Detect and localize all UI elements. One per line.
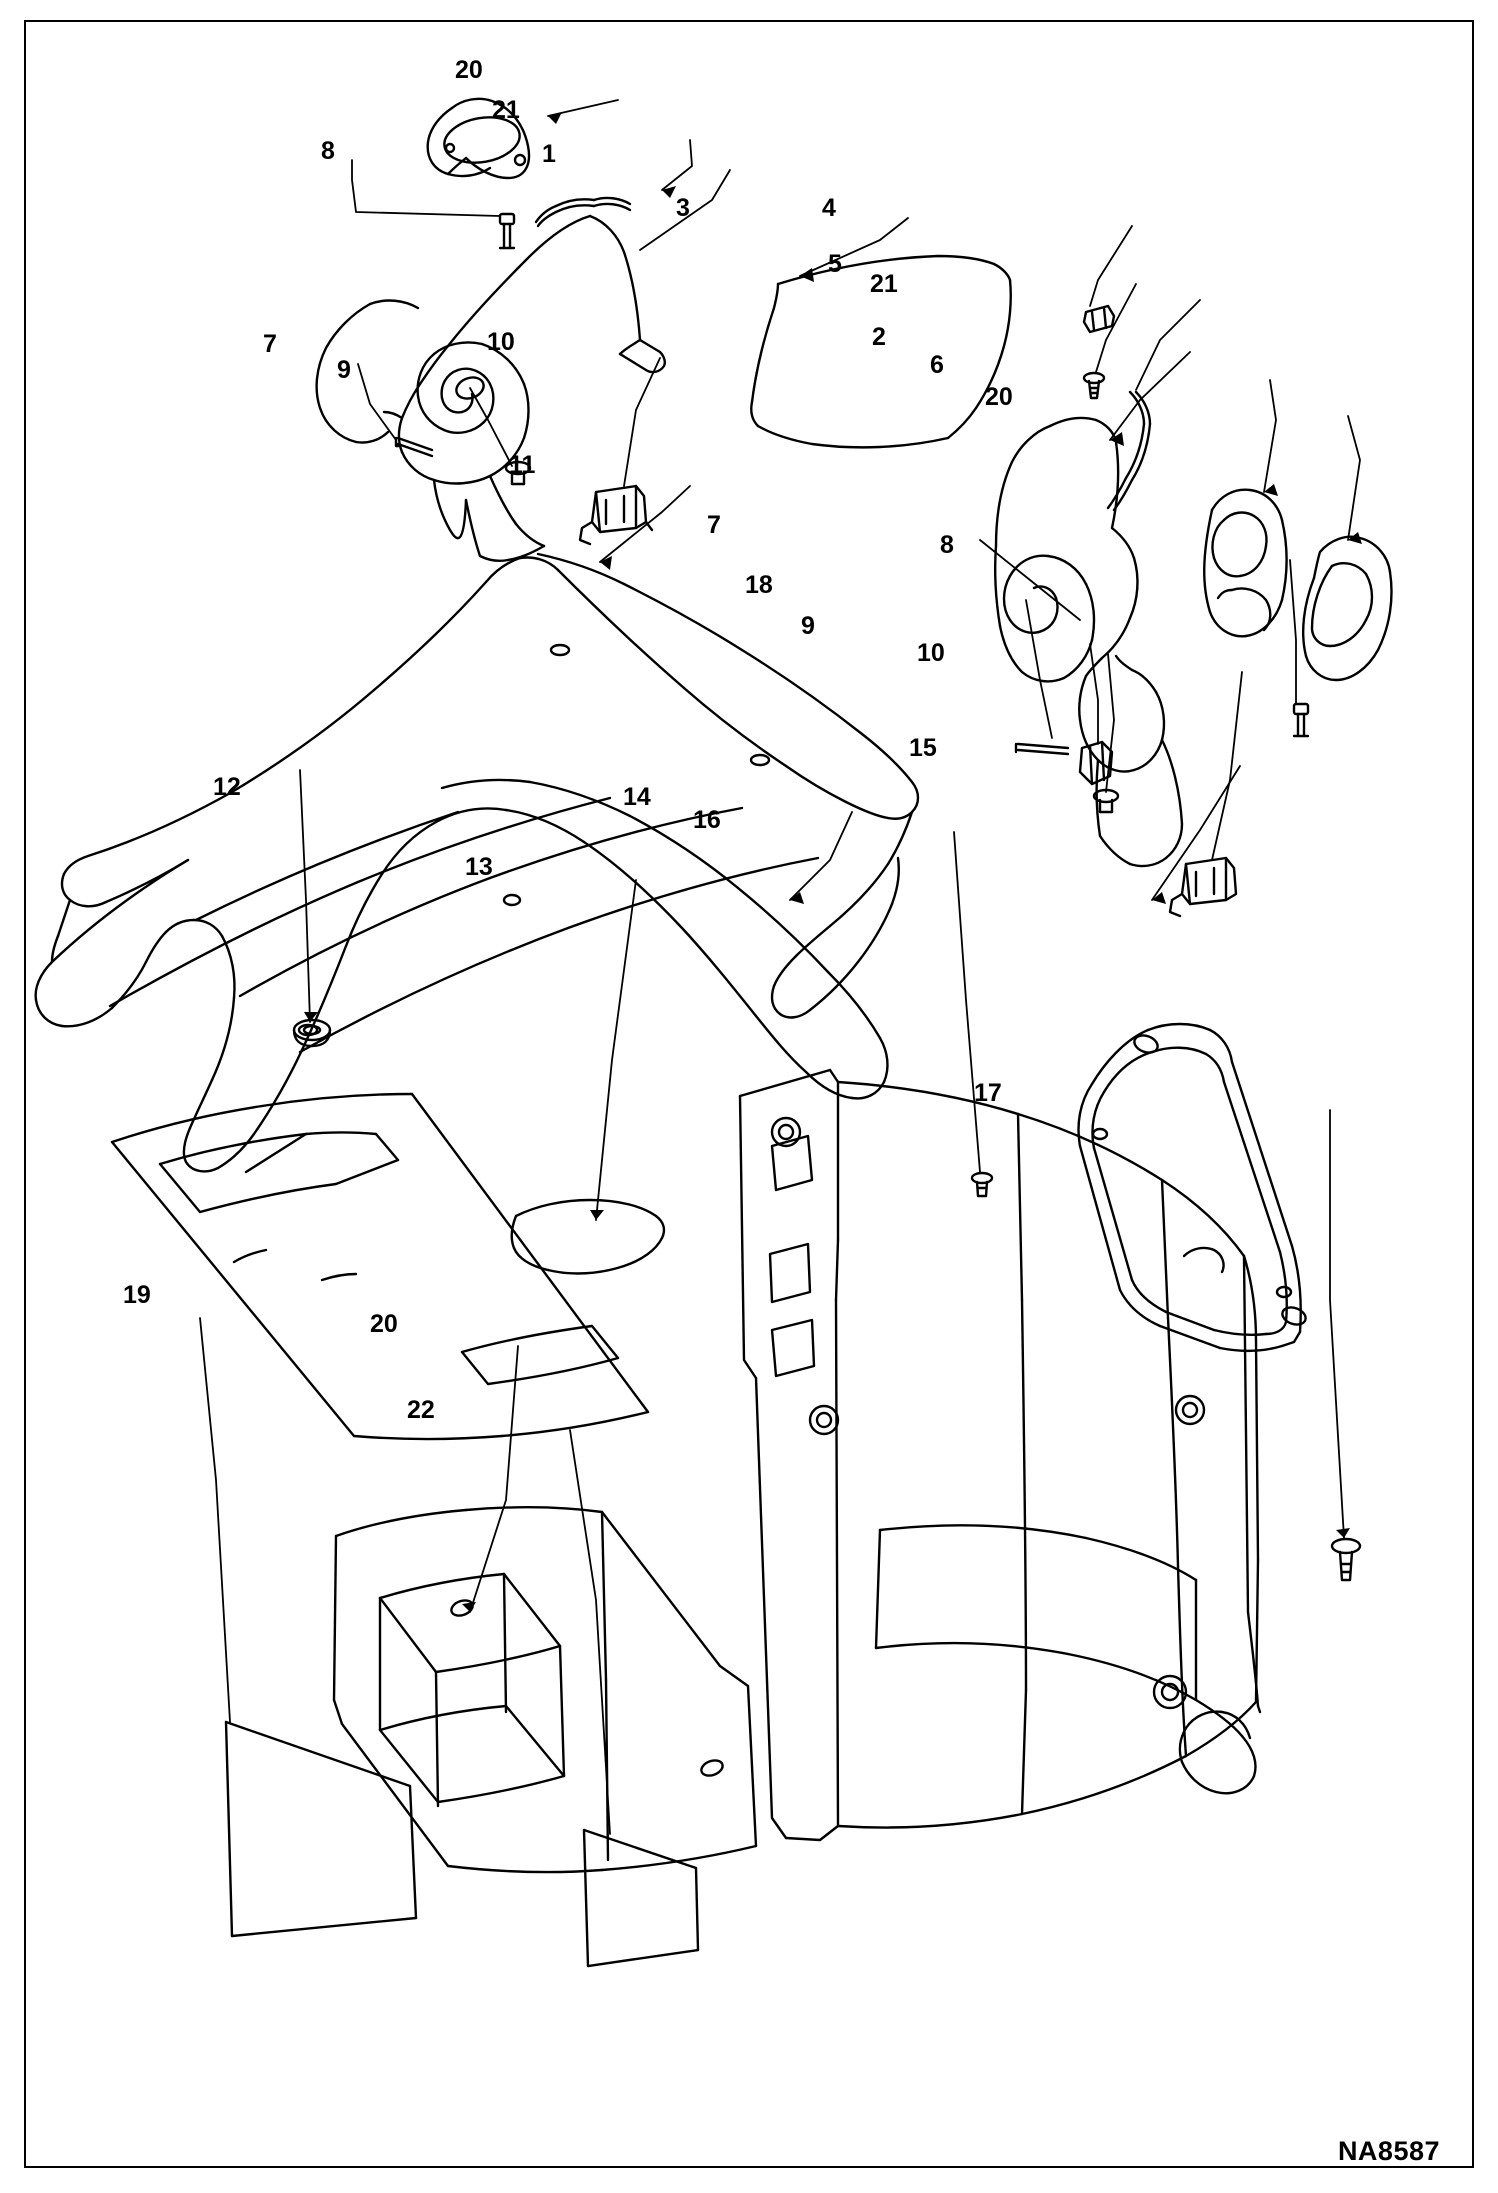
callout-8: 8	[321, 137, 335, 165]
part-19-floor-strip	[112, 1094, 648, 1439]
callout-21: 21	[870, 270, 898, 298]
part-20-right-handle	[1303, 537, 1391, 680]
callout-15: 15	[909, 734, 937, 762]
part-21-top-seal	[536, 198, 630, 226]
part-10-right-bracket	[1170, 858, 1236, 916]
callout-4: 4	[822, 194, 836, 222]
part-4-clip	[1084, 306, 1114, 332]
part-20-bottom-cover	[334, 1507, 756, 1872]
part-1-left-pillar-trim	[317, 216, 665, 561]
part-14-rear-panel	[740, 1070, 1260, 1840]
callout-20: 20	[370, 1310, 398, 1338]
callout-2: 2	[872, 323, 886, 351]
callout-8: 8	[940, 531, 954, 559]
callout-22: 22	[407, 1396, 435, 1424]
callout-7: 7	[263, 330, 277, 358]
part-10-top-bracket	[580, 486, 652, 544]
part-2-right-pillar-trim	[995, 418, 1182, 866]
callout-3: 3	[676, 194, 690, 222]
callout-16: 16	[693, 806, 721, 834]
callout-12: 12	[213, 773, 241, 801]
part-15-window-panel	[1079, 1024, 1309, 1351]
part-7-right-pin	[1016, 744, 1068, 754]
part-6-latch-handle	[1204, 490, 1286, 637]
callout-21: 21	[492, 96, 520, 124]
part-8-right-fastener	[1294, 704, 1308, 736]
callout-11: 11	[509, 451, 536, 479]
part-16-bolt	[972, 1173, 992, 1196]
drawing-number: NA8587	[1337, 2136, 1440, 2166]
callout-14: 14	[623, 783, 651, 811]
callout-7: 7	[707, 511, 721, 539]
callout-5: 5	[828, 250, 842, 278]
callout-18: 18	[745, 571, 773, 599]
part-22-window-film	[584, 1830, 698, 1966]
part-21-right-seal	[1108, 392, 1150, 510]
callout-17: 17	[974, 1079, 1002, 1107]
callout-9: 9	[337, 356, 351, 384]
callout-1: 1	[542, 140, 556, 168]
part-5-screw	[1084, 373, 1104, 398]
callout-10: 10	[487, 328, 515, 356]
callout-6: 6	[930, 351, 944, 379]
part-13-pad	[512, 1200, 664, 1273]
part-17-rivet	[1332, 1539, 1360, 1580]
callout-20: 20	[985, 383, 1013, 411]
callout-19: 19	[123, 1281, 151, 1309]
callout-10: 10	[917, 639, 945, 667]
part-8-top-fastener	[500, 214, 514, 248]
callout-20: 20	[455, 56, 483, 84]
callout-13: 13	[465, 853, 493, 881]
part-19-window-film	[226, 1722, 416, 1936]
callout-9: 9	[801, 612, 815, 640]
